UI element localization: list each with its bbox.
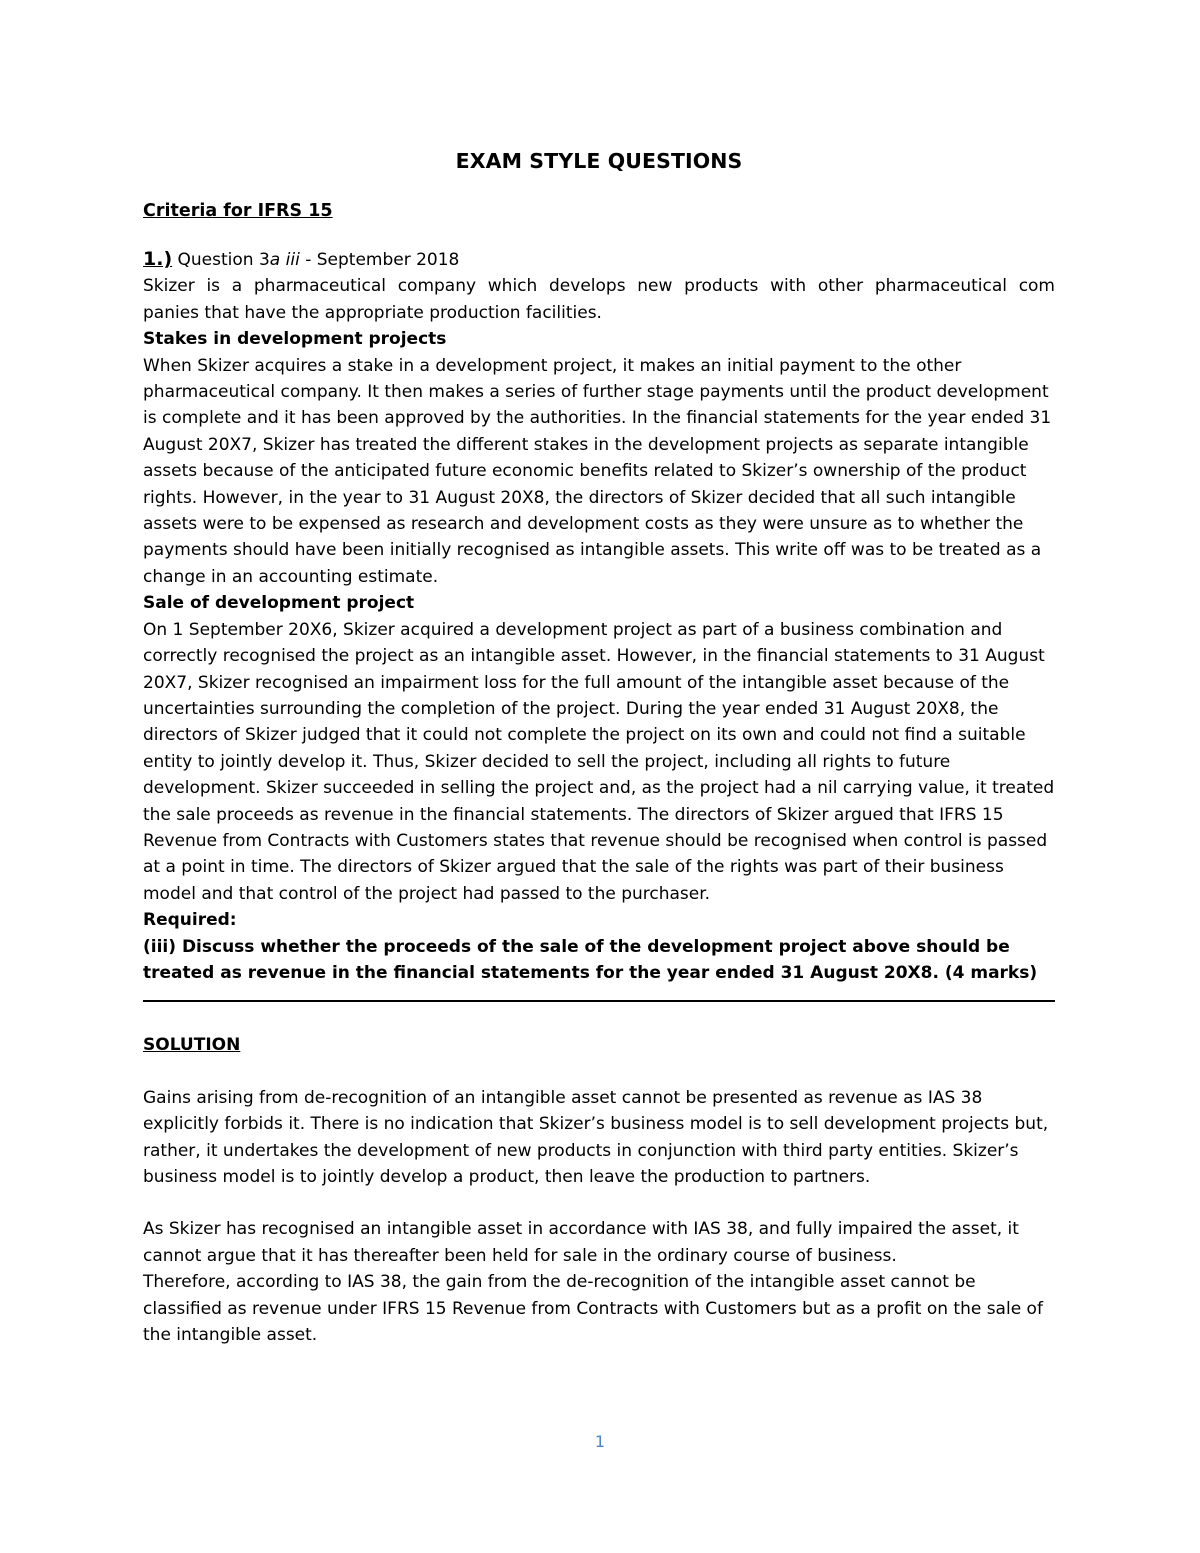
solution-paragraph-1: Gains arising from de-recognition of an intangible asset cannot be presented as revenue as IAS 38 explicitly forbids it. There is no indication that Skizer’s business model is to sell development projects but, rather, it undertakes the development of new products in conjunction with third party entities. Skizer’s business model is to jointly develop a product, then leave the production to partners. <box>143 1087 1049 1187</box>
page-number: 1 <box>594 1432 606 1451</box>
question-number: 1.) <box>143 248 173 270</box>
question-header <box>143 246 1055 273</box>
page-title: EXAM STYLE QUESTIONS <box>455 149 743 173</box>
subheading-stakes: Stakes in development projects <box>143 329 447 350</box>
intro-line-1: Skizer is a pharmaceutical company which develops new products with other pharmaceutical com <box>143 276 1055 297</box>
section-heading: Criteria for IFRS 15 <box>143 201 333 221</box>
subheading-sale: Sale of development project <box>143 593 415 614</box>
intro-line-2: panies that have the appropriate production facilities. <box>143 302 602 323</box>
required-text: (iii) Discuss whether the proceeds of the sale of the development project above should be treated as revenue in the financial statements for the year ended 31 August 20X8. (4 marks) <box>143 936 1038 983</box>
question-ref-prefix: Question 3 <box>177 250 270 270</box>
question-reference <box>178 250 460 270</box>
paragraph-sale: On 1 September 20X6, Skizer acquired a development project as part of a business combination and correctly recognised the project as an intangible asset. However, in the financial statements to 31 August 20X7, Skizer recognised an impairment loss for the full amount of the intangible asset because of the uncertainties surrounding the completion of the project. During the year ended 31 August 20X8, the directors of Skizer judged that it could not complete the project on its own and could not find a suitable entity to jointly develop it. Thus, Skizer decided to sell the project, including all rights to future development. Skizer succeeded in selling the project and, as the project had a nil carrying value, it treated the sale proceeds as revenue in the financial statements. The directors of Skizer argued that IFRS 15 Revenue from Contracts with Customers states that revenue should be recognised when control is passed at a point in time. The directors of Skizer argued that the sale of the rights was part of their business model and that control of the project had passed to the purchaser. <box>143 619 1055 904</box>
solution-paragraph-2: As Skizer has recognised an intangible asset in accordance with IAS 38, and fully impaired the asset, it cannot argue that it has thereafter been held for sale in the ordinary course of business. <box>143 1219 1019 1266</box>
paragraph-stakes: When Skizer acquires a stake in a development project, it makes an initial payment to the other pharmaceutical company. It then makes a series of further stage payments until the product development is complete and it has been approved by the authorities. In the financial statements for the year ended 31 August 20X7, Skizer has treated the different stakes in the development projects as separate intangible assets because of the anticipated future economic benefits related to Skizer’s ownership of the product rights. However, in the year to 31 August 20X8, the directors of Skizer decided that all such intangible assets were to be expensed as research and development costs as they were unsure as to whether the payments should have been initially recognised as intangible assets. This write off was to be treated as a change in an accounting estimate. <box>143 355 1052 587</box>
question-ref-date: - September 2018 <box>299 250 460 270</box>
horizontal-divider <box>143 1000 1055 1002</box>
question-ref-part: a iii <box>269 250 300 270</box>
solution-paragraph-3: Therefore, according to IAS 38, the gain from the de-recognition of the intangible asset cannot be classified as revenue under IFRS 15 Revenue from Contracts with Customers but as a profit on the sale of the intangible asset. <box>143 1272 1043 1346</box>
solution-heading: SOLUTION <box>143 1035 241 1056</box>
required-label: Required: <box>143 910 237 931</box>
document-body <box>143 148 1055 1348</box>
